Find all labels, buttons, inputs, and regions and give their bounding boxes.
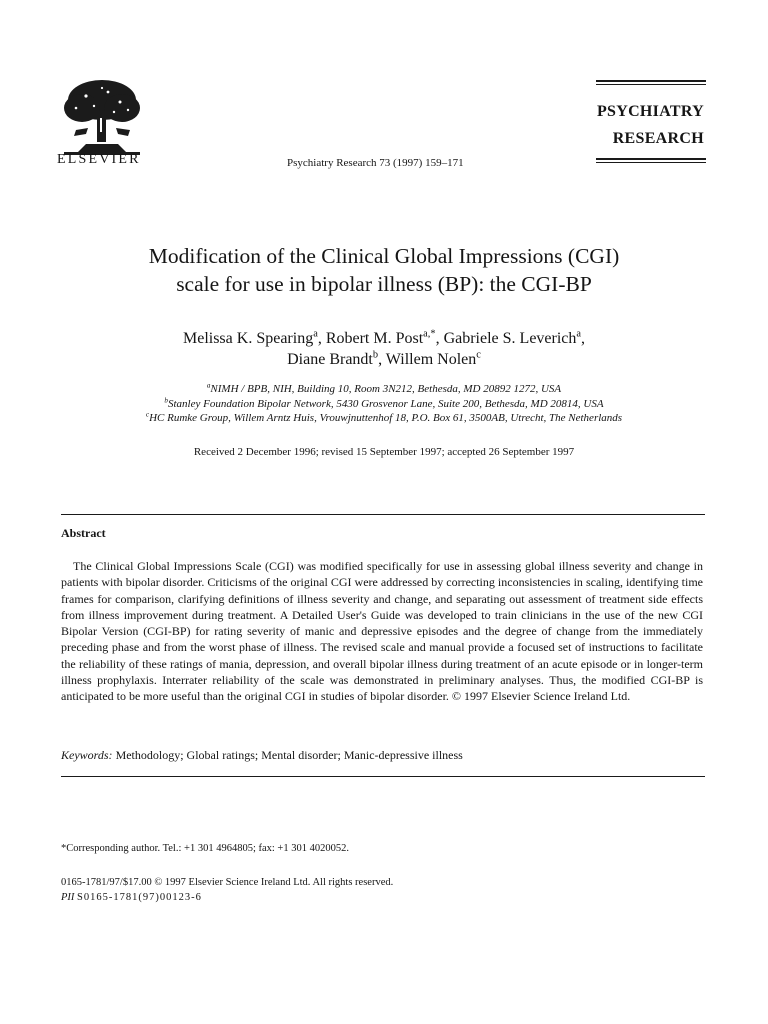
author-list <box>0 328 768 370</box>
affiliation-list <box>0 382 768 426</box>
author-separator: , <box>317 330 326 347</box>
author-name: Melissa K. Spearing <box>182 330 314 347</box>
abstract-rule-bottom <box>61 776 705 777</box>
author-name: Willem Nolen <box>385 351 477 368</box>
affiliation-item <box>0 382 768 397</box>
author-affiliation-mark: b <box>372 349 379 361</box>
affiliation-item <box>0 397 768 412</box>
affiliation-text: HC Rumke Group, Willem Arntz Huis, Vrouwjnuttenhof 18, P.O. Box 61, 3500AB, Utrecht, The Netherlands <box>149 412 623 424</box>
keywords-label: Keywords: <box>61 748 113 762</box>
keywords-value: Methodology; Global ratings; Mental disorder; Manic-depressive illness <box>115 748 463 762</box>
title-line-1: Modification of the Clinical Global Impressions (CGI) <box>148 244 620 268</box>
author-affiliation-mark: c <box>476 349 481 361</box>
abstract-rule-top <box>61 514 705 515</box>
affiliation-text: NIMH / BPB, NIH, Building 10, Room 3N212, Bethesda, MD 20892 1272, USA <box>210 383 562 395</box>
elsevier-tree-logo-icon <box>56 78 148 156</box>
author-name: Gabriele S. Leverich <box>443 330 577 347</box>
author-name: Robert M. Post <box>325 330 424 347</box>
journal-citation: Psychiatry Research 73 (1997) 159–171 <box>287 157 464 169</box>
journal-masthead <box>597 98 704 152</box>
masthead-rule-bottom <box>596 158 706 160</box>
journal-name-line2: RESEARCH <box>612 130 704 147</box>
masthead-rule-bottom-thin <box>596 162 706 163</box>
affiliation-mark: c <box>145 410 150 419</box>
pii-code: S0165-1781(97)00123-6 <box>77 892 202 903</box>
masthead-rule-top-thin <box>596 84 706 85</box>
author-affiliation-mark: a <box>576 328 582 340</box>
pii-label: PII <box>61 892 75 903</box>
affiliation-item <box>0 411 768 426</box>
received-dates: Received 2 December 1996; revised 15 September 1997; accepted 26 September 1997 <box>193 446 575 458</box>
author-separator: , <box>435 330 444 347</box>
author-name: Diane Brandt <box>287 351 373 368</box>
author-affiliation-mark: a,* <box>423 328 436 340</box>
copyright-block <box>61 875 393 905</box>
author-separator: , <box>378 351 386 368</box>
affiliation-mark: b <box>164 395 168 404</box>
corresponding-author-footnote: *Corresponding author. Tel.: +1 301 4964805; fax: +1 301 4020052. <box>61 843 349 854</box>
masthead-rule-top <box>596 80 706 82</box>
article-title <box>0 242 768 298</box>
affiliation-text: Stanley Foundation Bipolar Network, 5430 Grosvenor Lane, Suite 200, Bethesda, MD 20814, USA <box>168 397 604 410</box>
title-line-2: scale for use in bipolar illness (BP): the CGI-BP <box>176 272 592 296</box>
affiliation-mark: a <box>206 381 211 390</box>
journal-name-line1: PSYCHIATRY <box>596 103 704 120</box>
author-separator: , <box>581 330 586 347</box>
copyright-line: 0165-1781/97/$17.00 © 1997 Elsevier Science Ireland Ltd. All rights reserved. <box>61 877 394 888</box>
abstract-body: The Clinical Global Impressions Scale (CGI) was modified specifically for use in assessing global illness severity and change in patients with bipolar disorder. Criticisms of the original CGI were addressed by correcting inconsistencies in scaling, identifying time frames for comparison, clarifying definitions of illness severity and change, and separating out assessment of treatment side effects from illness improvement during treatment. A Detailed User's Guide was developed to train clinicians in the use of the new CGI Bipolar Version (CGI-BP) for rating severity of manic and depressive episodes and the degree of change from the immediately preceding phase and from the worst phase of illness. The revised scale and manual provide a focused set of instructions to facilitate the reliability of these ratings of mania, depression, and overall bipolar illness during treatment of an acute episode or in longer-term illness prophylaxis. Interrater reliability of the scale was demonstrated in preliminary analyses. Thus, the modified CGI-BP is anticipated to be more useful than the original CGI in studies of bipolar disorder. © 1997 Elsevier Science Ireland Ltd. <box>61 559 703 704</box>
keywords-line <box>61 748 703 763</box>
author-affiliation-mark: a <box>313 328 318 340</box>
abstract-heading: Abstract <box>61 526 106 540</box>
publisher-name: ELSEVIER <box>57 152 141 167</box>
pii-line <box>61 890 393 905</box>
